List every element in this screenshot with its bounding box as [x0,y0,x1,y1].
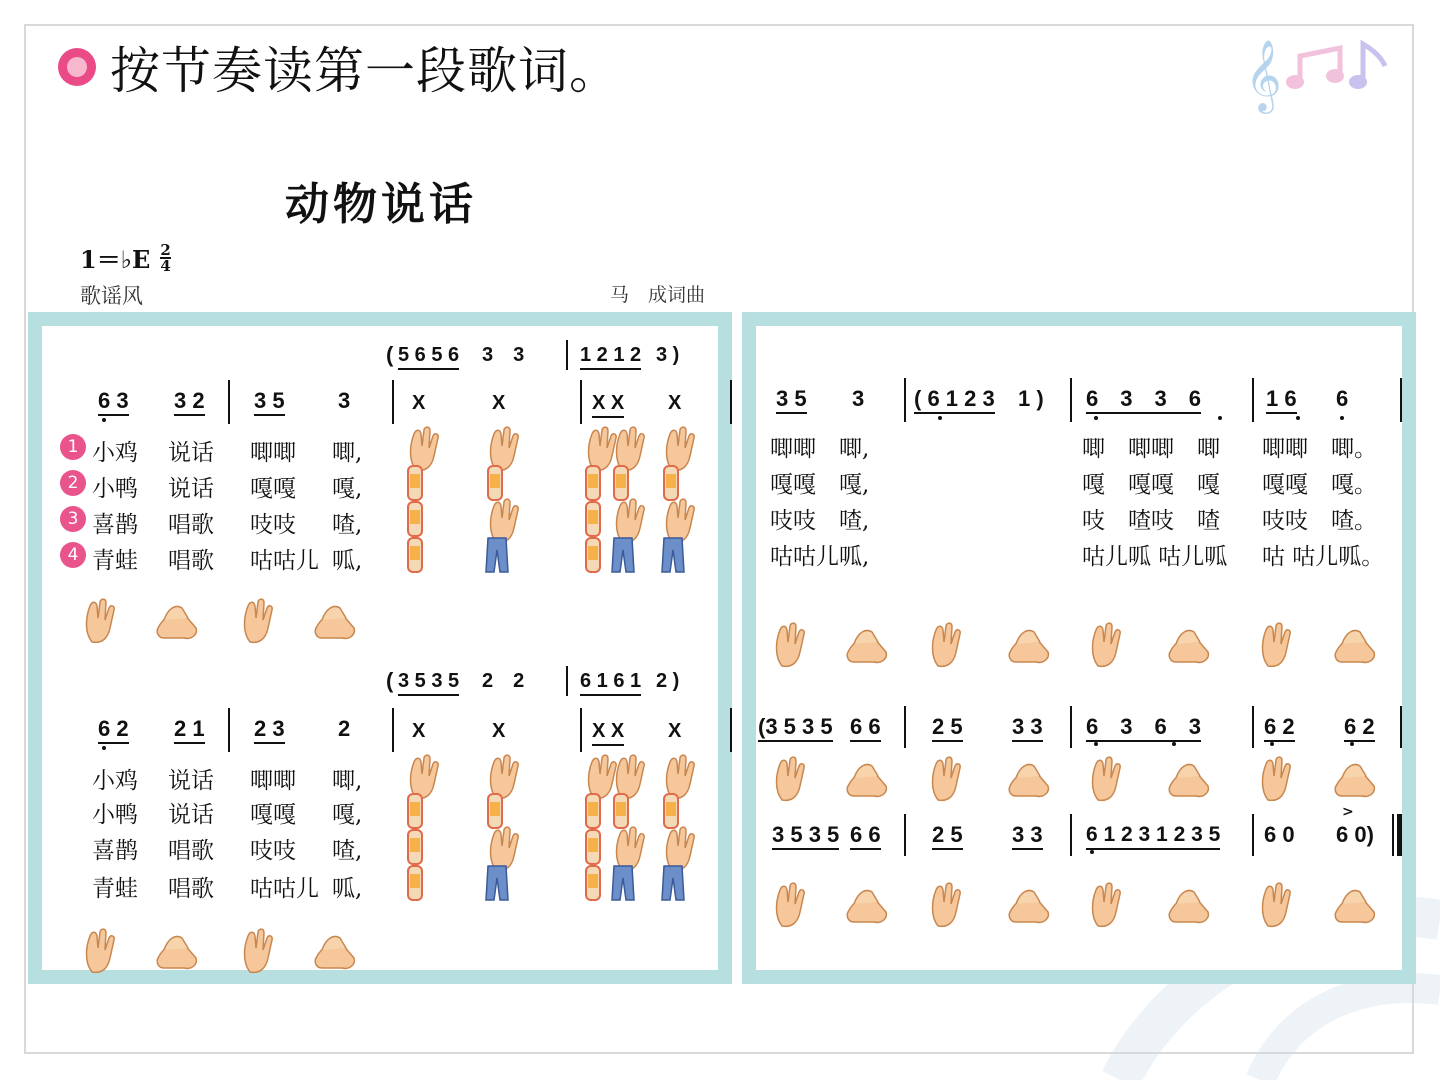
pat-hands-icon [1166,756,1212,806]
barline [580,708,582,752]
jumping-legs-icon [610,862,636,908]
barline [1070,814,1072,856]
barline [228,380,230,424]
pat-hands-icon [154,928,200,978]
lyric-word: 唱歌 [168,512,214,538]
intro-notes: 2 ) [656,670,680,692]
lyric-word: 小鸡 [92,768,138,794]
pat-hands-icon [1006,756,1052,806]
melody-notes: 6 0) [1336,822,1374,847]
melody-notes: 2 5 [932,714,963,742]
lyric-word: 咕 咕儿呱。 [1262,544,1385,570]
melody-notes: 3 5 [776,386,807,414]
barline [1400,706,1402,748]
low-octave-dot [102,746,106,750]
style-label: 歌谣风 [80,284,143,308]
melody-notes: 3 3 [1012,714,1043,742]
pat-hands-icon [844,882,890,932]
melody-notes: 6 1 2 3 1 2 3 5 [1086,822,1220,850]
barline [730,380,732,424]
lyric-word: 嘎 嘎嘎 嘎 [1082,472,1220,498]
lyric-word: 唧唧 唧。 [1262,436,1377,462]
lyric-word: 嘎, [332,476,363,502]
pat-hands-icon [312,598,358,648]
clap-hands-icon [80,928,120,978]
jumping-legs-icon [484,534,510,580]
barline [392,380,394,424]
barline [1400,378,1402,422]
clap-hands-icon [1086,756,1126,806]
clap-hands-icon [1256,756,1296,806]
melody-notes: 6 6 [850,822,881,850]
verse-number-badge: 1 [60,434,86,460]
lyric-word: 嘎嘎 嘎, [770,472,870,498]
intro-paren: ( [386,668,394,693]
child-figure-icon [404,862,426,908]
final-barline [1397,814,1402,856]
melody-notes: 6 [1336,386,1349,411]
barline [580,380,582,424]
low-octave-dot [938,416,942,420]
svg-text:𝄞: 𝄞 [1245,38,1282,111]
clap-hands-icon [1086,882,1126,932]
barline [1070,378,1072,422]
score-panel-right [742,312,1416,984]
clap-hands-icon [1086,622,1126,672]
melody-notes: 2 [338,716,351,741]
lyric-word: 唧, [332,768,363,794]
lyric-word: 吱 喳吱 喳 [1082,508,1220,534]
barline [904,378,906,422]
intro-notes: 1 2 1 2 [580,342,641,370]
barline [904,706,906,748]
low-octave-dot [102,418,106,422]
melody-notes: 1 6 [1266,386,1297,414]
rhythm-x: X [412,392,426,414]
barline [1392,814,1394,856]
melody-notes: 6 0 [1264,822,1295,847]
melody-notes: 6 2 [98,716,129,744]
lyric-line-1 [60,434,90,460]
lyric-word: 喳, [332,512,363,538]
barline [1252,378,1254,422]
melody-notes: 1 ) [1018,386,1044,411]
lyric-word: 说话 [168,440,214,466]
low-octave-dot [1340,416,1344,420]
accent-mark: > [1342,804,1354,820]
lyric-word: 嘎嘎 [250,476,296,502]
verse-number-badge: 3 [60,506,86,532]
jumping-legs-icon [484,862,510,908]
melody-notes: 6 2 [1264,714,1295,742]
melody-notes: 6 6 [850,714,881,742]
child-figure-icon [582,534,604,580]
lyric-word: 说话 [168,768,214,794]
lyric-word: 吱吱 喳。 [1262,508,1377,534]
clap-hands-icon [926,882,966,932]
lyric-word: 吱吱 [250,512,296,538]
time-bottom: 4 [160,256,171,275]
melody-notes: 3 [338,388,351,413]
pat-hands-icon [1006,882,1052,932]
clap-hands-icon [1256,622,1296,672]
lyric-word: 青蛙 [92,876,138,902]
key-signature [80,240,171,275]
lyric-word: 咕咕儿呱, [770,544,870,570]
low-octave-dot [1270,742,1274,746]
intro-notes: 2 2 [482,670,525,692]
pat-hands-icon [1166,622,1212,672]
barline [228,708,230,752]
clap-hands-icon [1256,882,1296,932]
lyric-word: 呱, [332,548,363,574]
barline [566,666,568,696]
lyric-word: 嘎嘎 嘎。 [1262,472,1377,498]
lyric-line-3 [60,506,90,532]
lyric-word: 小鸭 [92,476,138,502]
barline [904,814,906,856]
lyric-word: 喳, [332,838,363,864]
pat-hands-icon [844,756,890,806]
lyric-word: 小鸡 [92,440,138,466]
pat-hands-icon [1332,882,1378,932]
low-octave-dot [1350,742,1354,746]
intro-notes: 3 5 3 5 [398,668,459,696]
jumping-legs-icon [660,862,686,908]
melody-notes: 6 3 [98,388,129,416]
lyric-line-4 [60,542,90,568]
lyric-word: 小鸭 [92,802,138,828]
lyric-word: 嘎嘎 [250,802,296,828]
intro-notes: 3 3 [482,344,525,366]
lyric-word: 说话 [168,802,214,828]
music-notes-icon [1245,34,1405,114]
melody-notes: 3 5 [254,388,285,416]
rhythm-x: X [668,392,682,414]
clap-hands-icon [770,882,810,932]
lyric-word: 唱歌 [168,876,214,902]
rhythm-x: X [668,720,682,742]
pat-hands-icon [1166,882,1212,932]
lyric-word: 吱吱 [250,838,296,864]
rhythm-x: X [492,720,506,742]
melody-notes: 2 3 [254,716,285,744]
pat-hands-icon [844,622,890,672]
intro-paren: ( [386,342,394,367]
low-octave-dot [1218,416,1222,420]
jumping-legs-icon [610,534,636,580]
lyric-word: 唱歌 [168,548,214,574]
rhythm-x: X X [592,718,624,746]
intro-notes: 3 ) [656,344,680,366]
melody-notes: 3 [852,386,865,411]
barline [392,708,394,752]
melody-notes: 2 1 [174,716,205,744]
melody-notes: (3 5 3 5 [758,714,833,742]
low-octave-dot [1296,416,1300,420]
song-title: 动物说话 [285,179,477,230]
rhythm-x: X [412,720,426,742]
pat-hands-icon [154,598,200,648]
low-octave-dot [1090,850,1094,854]
barline [566,340,568,370]
barline [1252,814,1254,856]
clap-hands-icon [770,622,810,672]
melody-notes: 3 2 [174,388,205,416]
lyric-word: 唧唧 [250,768,296,794]
melody-notes: 6 3 3 6 [1086,386,1201,414]
lyric-word: 唧 唧唧 唧 [1082,436,1220,462]
lyric-word: 吱吱 喳, [770,508,870,534]
child-figure-icon [404,534,426,580]
intro-notes: 5 6 5 6 [398,342,459,370]
intro-notes: 6 1 6 1 [580,668,641,696]
slide-heading [58,34,620,100]
melody-notes: 3 5 3 5 [772,822,839,850]
jumping-legs-icon [660,534,686,580]
pat-hands-icon [1332,622,1378,672]
pat-hands-icon [312,928,358,978]
verse-number-badge: 2 [60,470,86,496]
melody-notes: 2 5 [932,822,963,850]
clap-hands-icon [770,756,810,806]
clap-hands-icon [926,756,966,806]
time-signature [160,240,171,275]
lyric-word: 唱歌 [168,838,214,864]
lyric-word: 嘎, [332,802,363,828]
pat-hands-icon [1332,756,1378,806]
clap-hands-icon [80,598,120,648]
lyric-word: 呱, [332,876,363,902]
rhythm-x: X X [592,390,624,418]
child-figure-icon [582,862,604,908]
low-octave-dot [1094,742,1098,746]
melody-notes: 3 3 [1012,822,1043,850]
clap-hands-icon [238,928,278,978]
pat-hands-icon [1006,622,1052,672]
barline [1070,706,1072,748]
composer-credit: 马 成词曲 [610,284,706,306]
lyric-word: 咕咕儿 [250,876,319,902]
lyric-word: 咕儿呱 咕儿呱 [1082,544,1228,570]
lyric-word: 唧, [332,440,363,466]
lyric-word: 喜鹊 [92,512,138,538]
score-panel-left [28,312,732,984]
heading-text: 按节奏读第一段歌词。 [110,42,620,100]
lyric-line-2 [60,470,90,496]
key-text: 1＝♭E [80,245,151,274]
lyric-word: 唧唧 唧, [770,436,870,462]
rhythm-x: X [492,392,506,414]
lyric-word: 咕咕儿 [250,548,319,574]
low-octave-dot [1094,416,1098,420]
lyric-word: 唧唧 [250,440,296,466]
lyric-word: 青蛙 [92,548,138,574]
bullet-icon [58,48,96,86]
melody-notes: 6 2 [1344,714,1375,742]
verse-number-badge: 4 [60,542,86,568]
lyric-word: 喜鹊 [92,838,138,864]
melody-notes: ( 6 1 2 3 [914,386,995,414]
clap-hands-icon [238,598,278,648]
low-octave-dot [1172,742,1176,746]
melody-notes: 6 3 6 3 [1086,714,1201,742]
clap-hands-icon [926,622,966,672]
time-top: 2 [160,240,171,259]
barline [1252,706,1254,748]
barline [730,708,732,752]
lyric-word: 说话 [168,476,214,502]
